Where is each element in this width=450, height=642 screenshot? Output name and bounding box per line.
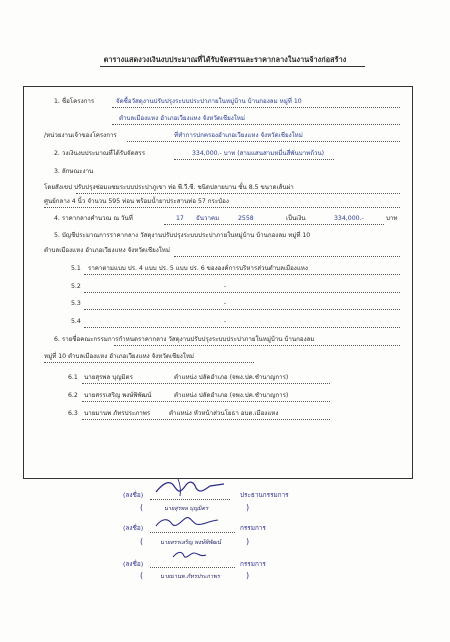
- item5-line1: 5. บัญชีประมาณการราคากลาง วัสดุงานปรับปรุงระบบประปาภายในหมู่บ้าน บ้านกองลม หมู่ที่ 10: [54, 232, 311, 239]
- handwritten-signature: [152, 512, 222, 532]
- item5-sub-value: ราคาตามแบบ ปร. 4 แบบ ปร. 5 แบบ ปร. 6 ขององค์การบริหารส่วนตำบลเมืองแหง: [88, 265, 308, 272]
- item1-value-line1: จัดซื้อวัสดุงานปรับปรุงระบบประปาภายในหมู่บ้าน บ้านกองลม หมู่ที่ 10: [116, 98, 302, 105]
- item5-sub-label: 5.1: [71, 265, 81, 272]
- item2-label: 2. วงเงินงบประมาณที่ได้รับจัดสรร: [54, 150, 146, 157]
- item4-amount: 334,000.-: [334, 215, 364, 222]
- dotted-line: [84, 274, 400, 275]
- item5-sub-value: -: [224, 300, 227, 307]
- dotted-line: [44, 207, 400, 208]
- signature-printed-name: นายสุรพล บุญมิตร: [164, 506, 209, 512]
- item5-line2: ตำบลเมืองแหง อำเภอเวียงแหง จังหวัดเชียงใหม่: [44, 247, 170, 254]
- member-name: นายสรรเสริญ พงษ์พิพัฒน์: [84, 392, 152, 399]
- dotted-line: [150, 532, 235, 533]
- agency-label: /หน่วยงานเจ้าของโครงการ: [44, 132, 117, 139]
- item4-month: ธันวาคม: [196, 215, 220, 222]
- item4-day: 17: [176, 215, 184, 222]
- item4-year: 2558: [238, 215, 254, 222]
- dotted-line: [150, 567, 235, 568]
- member-position: ตำแหน่ง หัวหน้าส่วนโยธา อบต.เมืองแหง: [169, 410, 279, 417]
- dotted-line: [150, 499, 230, 500]
- member-position: ตำแหน่ง ปลัดอำเภอ (จพง.ปค.ชำนาญการ): [174, 392, 289, 399]
- agency-value: ที่ทำการปกครองอำเภอเวียงแหง จังหวัดเชียงใหม่: [174, 132, 303, 139]
- item4-unit: บาท: [386, 215, 398, 222]
- member-name: นายสุรพล บุญมิตร: [84, 374, 133, 381]
- paren-close: ): [246, 503, 250, 512]
- signature-prefix: (ลงชื่อ): [123, 491, 144, 499]
- signature-printed-name: นายสรรเสริญ พงษ์พิพัฒน์: [160, 540, 221, 546]
- dotted-line: [112, 107, 400, 108]
- paren-close: ): [246, 571, 250, 580]
- dotted-line: [127, 141, 400, 142]
- dotted-line: [84, 292, 400, 293]
- member-position: ตำแหน่ง ปลัดอำเภอ (จพง.ปค.ชำนาญการ): [174, 374, 289, 381]
- item4-label: 4. ราคากลางคำนวณ ณ วันที่: [54, 215, 133, 222]
- member-label: 6.3: [68, 410, 78, 417]
- member-name: นายมานพ ภัทรประภาพร: [84, 410, 151, 417]
- dotted-line: [112, 124, 400, 125]
- signature-role: ประธานกรรมการ: [240, 491, 289, 499]
- paren-close: ): [246, 537, 250, 546]
- item5-sub-value: -: [224, 283, 227, 290]
- dotted-line: [114, 345, 400, 346]
- title-underline: [100, 66, 365, 67]
- item5-sub-value: -: [224, 318, 227, 325]
- signature-role: กรรมการ: [240, 524, 266, 532]
- item6-line2: หมู่ที่ 10 ตำบลเมืองแหง อำเภอเวียงแหง จังหวัดเชียงใหม่: [44, 353, 194, 360]
- item2-value: 334,000.- บาท (สามแสนสามหมื่นสี่พันบาทถ้วน): [192, 150, 325, 157]
- dotted-line: [84, 327, 400, 328]
- item4-mid: เป็นเงิน: [286, 215, 306, 222]
- item5-sub-label: 5.2: [71, 283, 81, 290]
- signature-prefix: (ลงชื่อ): [123, 560, 144, 568]
- handwritten-signature: [150, 476, 230, 498]
- member-label: 6.1: [68, 374, 78, 381]
- dotted-line: [164, 224, 384, 225]
- dotted-line: [82, 383, 330, 384]
- paren-open: (: [140, 571, 144, 580]
- signature-role: กรรมการ: [240, 560, 266, 568]
- item3-line2: ศูนย์กลาง 4 นิ้ว จำนวน 595 ท่อน พร้อมน้ำยาประสานท่อ 57 กระป๋อง: [44, 198, 229, 205]
- signature-printed-name: นายมานพ ภัทรประภาพร: [160, 574, 220, 580]
- document-title: ตารางแสดงวงเงินงบประมาณที่ได้รับจัดสรรและราคากลางในงานจ้างก่อสร้าง: [103, 55, 347, 64]
- item1-value-line2: ตำบลเมืองแหง อำเภอเวียงแหง จังหวัดเชียงใหม่: [119, 115, 245, 122]
- dotted-line: [84, 309, 400, 310]
- item6-line1: 6. รายชื่อคณะกรรมการกำหนดราคากลาง วัสดุงานปรับปรุงระบบประปาภายในหมู่บ้าน บ้านกองลม: [54, 336, 315, 343]
- item1-label: 1. ชื่อโครงการ: [54, 98, 95, 105]
- dotted-line: [82, 419, 330, 420]
- dotted-line: [76, 193, 400, 194]
- content-frame: [23, 86, 413, 479]
- member-label: 6.2: [68, 392, 78, 399]
- dotted-line: [44, 362, 254, 363]
- dotted-line: [82, 401, 330, 402]
- item5-sub-label: 5.4: [71, 318, 81, 325]
- dotted-line: [174, 256, 400, 257]
- handwritten-signature: [170, 547, 210, 563]
- paren-open: (: [140, 537, 144, 546]
- item3-line1: โดยสังเขป ปรับปรุงซ่อมแซมระบบประปาภูเขา ท่อ พี.วี.ซี. ชนิดปลายบาน ชั้น 8.5 ขนาดเส้นผ่า: [44, 184, 294, 191]
- item3-label: 3. ลักษณะงาน: [54, 168, 94, 175]
- paren-open: (: [140, 503, 144, 512]
- item5-sub-label: 5.3: [71, 300, 81, 307]
- signature-prefix: (ลงชื่อ): [123, 524, 144, 532]
- dotted-line: [174, 159, 334, 160]
